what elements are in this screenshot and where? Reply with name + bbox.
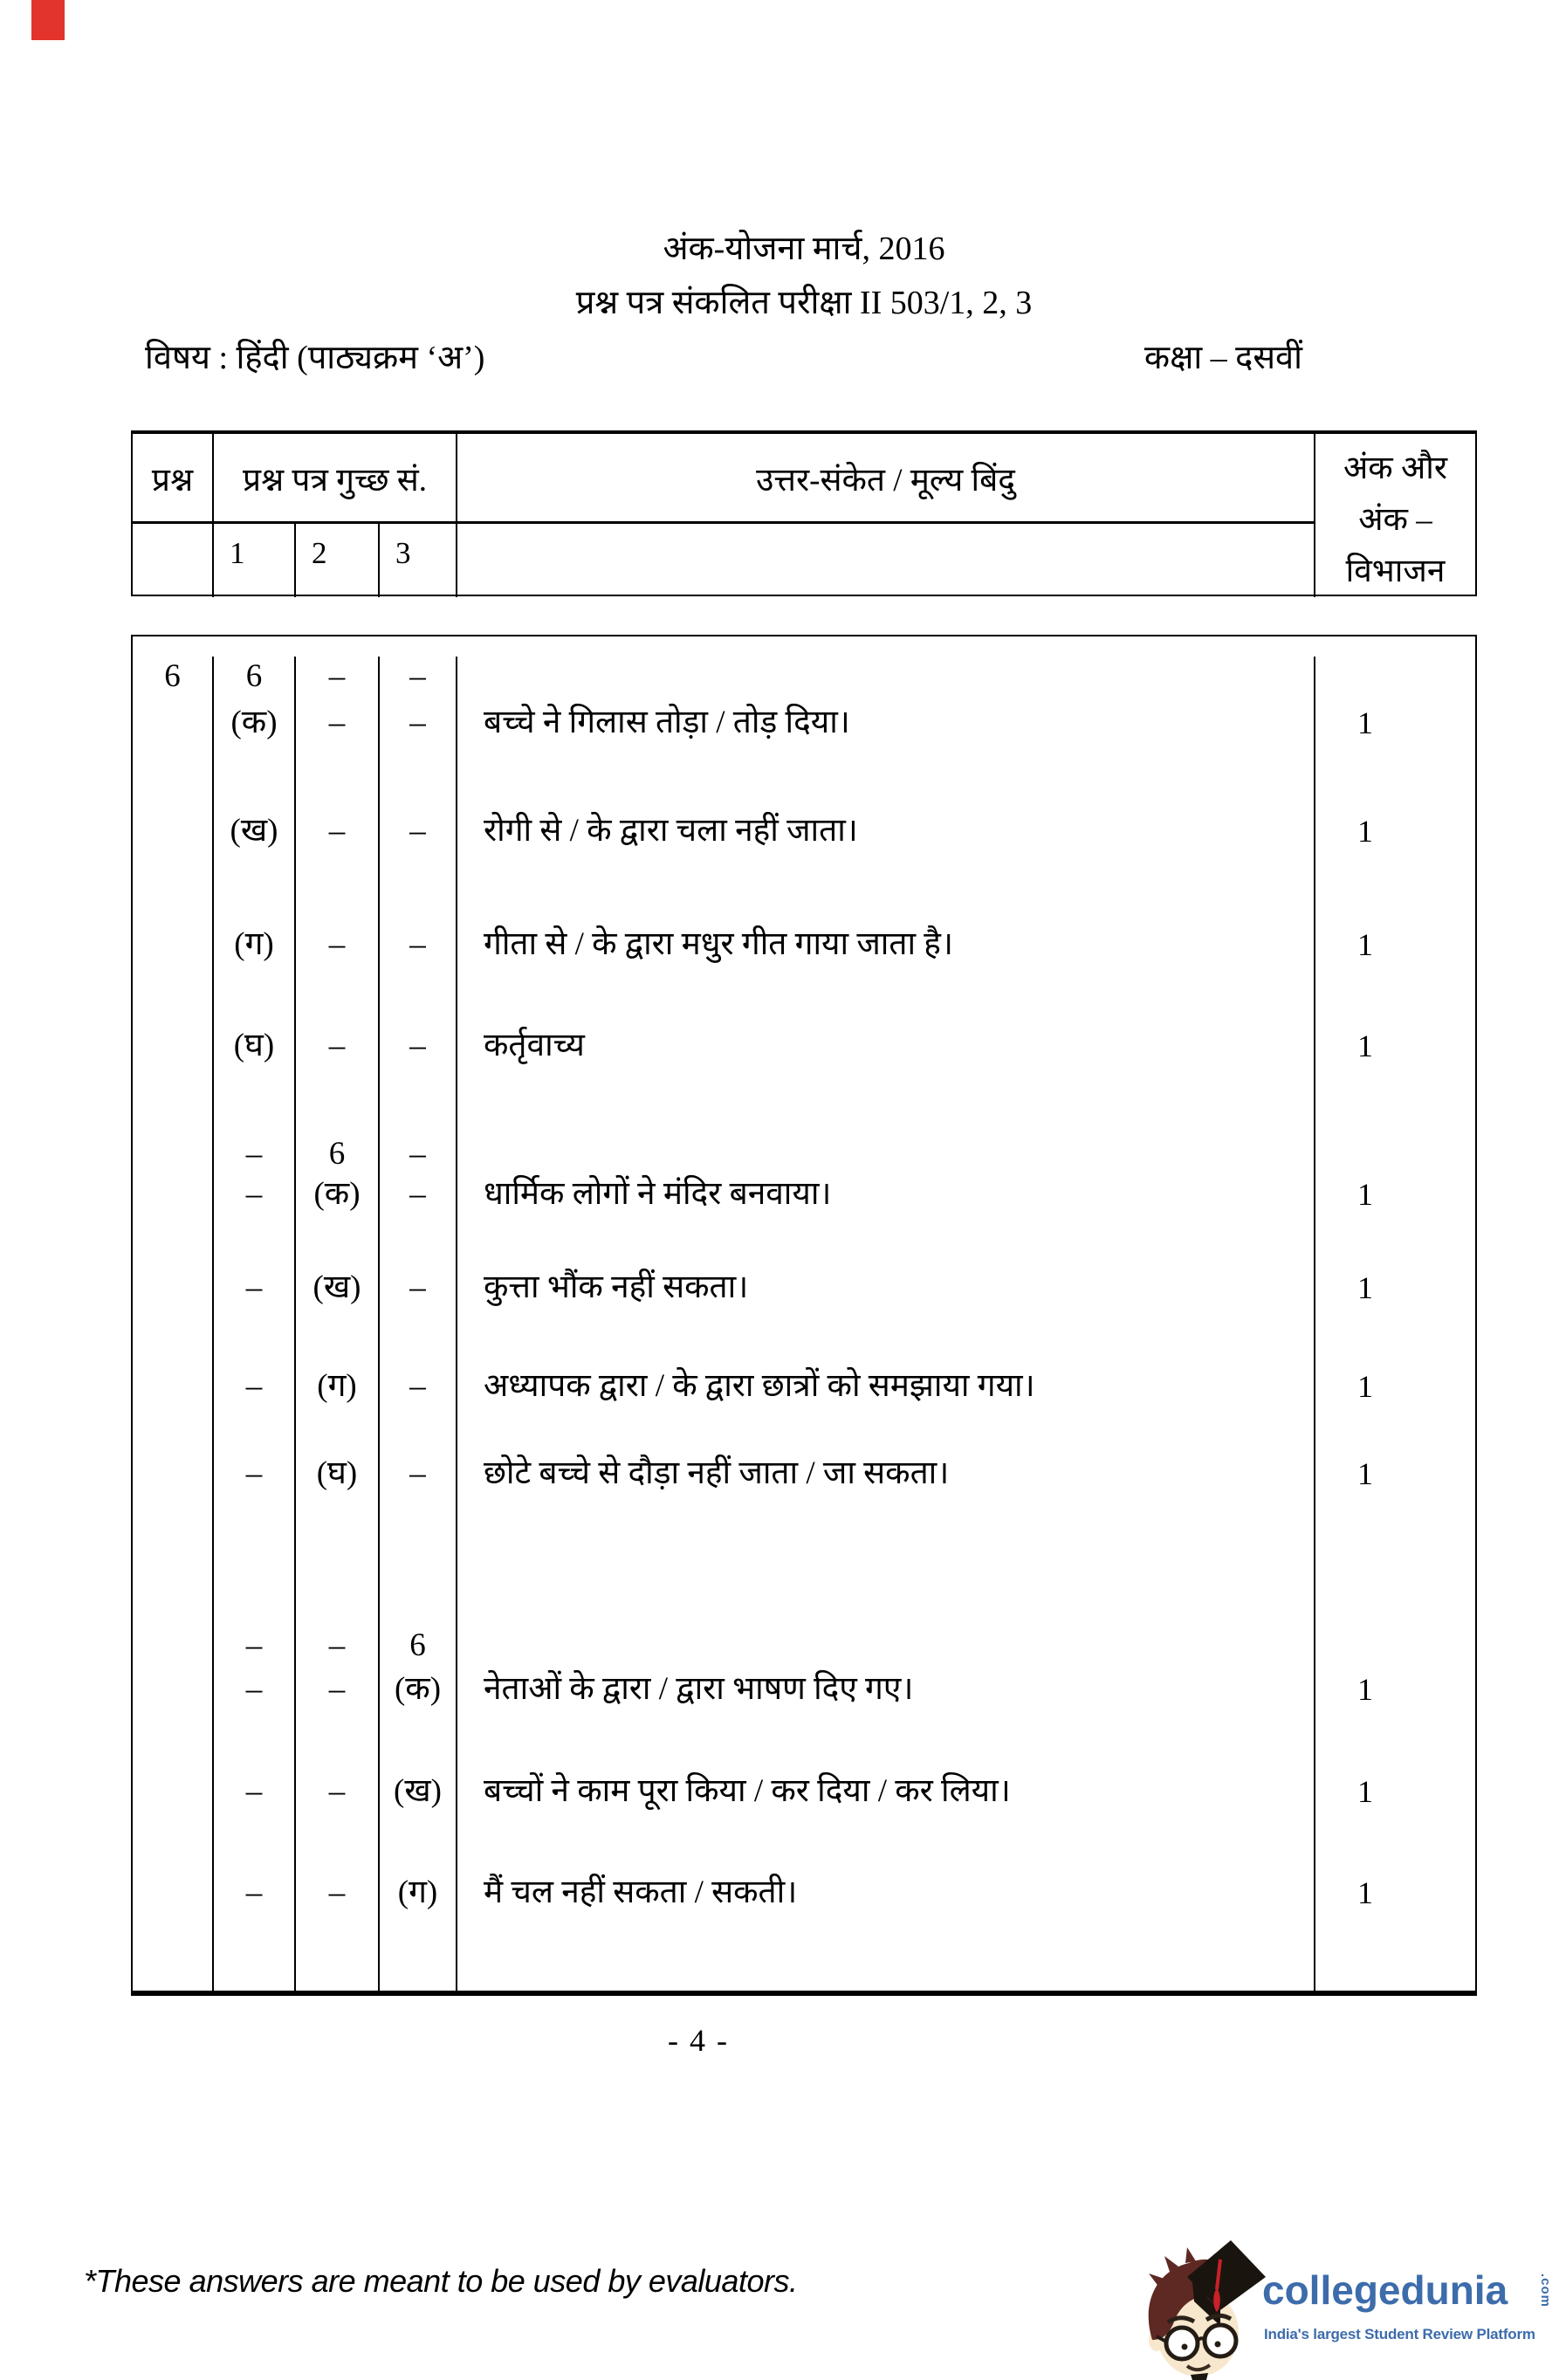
table-row xyxy=(133,657,1475,703)
cell-set2: (घ) xyxy=(294,1454,378,1626)
cell-set2: – xyxy=(294,703,378,811)
red-corner-mark xyxy=(31,0,65,40)
cell-question-no xyxy=(133,1366,212,1454)
cell-question-no: 6 xyxy=(164,658,181,694)
cell-question-no xyxy=(133,1268,212,1366)
cell-question-no xyxy=(133,703,212,811)
header-marks-line1: अंक और xyxy=(1343,451,1447,486)
table-row xyxy=(133,1669,1475,1771)
header-sub-answer-empty xyxy=(456,524,1314,597)
cell-marks: 1 xyxy=(1314,925,1475,1026)
cell-set2: (ग) xyxy=(294,1366,378,1454)
cell-answer: कर्तृवाच्य xyxy=(456,1026,1314,1134)
cell-question-no xyxy=(133,925,212,1026)
table-row xyxy=(133,1873,1475,1991)
cell-answer: रोगी से / के द्वारा चला नहीं जाता। xyxy=(456,811,1314,925)
table-body xyxy=(131,635,1477,1996)
header-sub-empty xyxy=(133,524,212,597)
subject-label: विषय : हिंदी (पाठ्यक्रम ‘अ’) xyxy=(145,340,485,376)
cell-set1: (घ) xyxy=(212,1026,294,1134)
cell-set1: (क) xyxy=(212,703,294,811)
cell-set2: – xyxy=(294,1669,378,1771)
header-set-3: 3 xyxy=(378,524,456,597)
cell-set3: (क) xyxy=(378,1669,456,1771)
cell-question-no xyxy=(133,1454,212,1626)
footnote: *These answers are meant to be used by evaluators. xyxy=(84,2263,798,2299)
cell-answer xyxy=(456,1626,1314,1669)
cell-question-no xyxy=(133,1771,212,1873)
table-row xyxy=(133,1626,1475,1669)
cell-set1: – xyxy=(212,1873,294,1991)
cell-set3: – xyxy=(378,1454,456,1626)
cell-question-no xyxy=(133,1174,212,1268)
cell-marks: 1 xyxy=(1314,1268,1475,1366)
table-row xyxy=(133,1134,1475,1174)
cell-marks: 1 xyxy=(1314,1026,1475,1134)
cell-set2: 6 xyxy=(294,1134,378,1174)
logo-brand-word: collegedunia xyxy=(1262,2267,1508,2313)
cell-question-no xyxy=(133,1873,212,1991)
header-marks-line2: अंक – xyxy=(1358,502,1432,538)
table-row xyxy=(133,1454,1475,1626)
table-row xyxy=(133,1174,1475,1268)
table-row xyxy=(133,1026,1475,1134)
cell-marks: 1 xyxy=(1314,1174,1475,1268)
cell-set3: (ख) xyxy=(378,1771,456,1873)
cell-set1: – xyxy=(212,1669,294,1771)
cell-set1: – xyxy=(212,1771,294,1873)
cell-question-no xyxy=(133,811,212,925)
logo-brand-text xyxy=(1262,2267,1553,2314)
doc-title: अंक-योजना मार्च, 2016 xyxy=(663,230,945,267)
cell-set3: – xyxy=(378,925,456,1026)
cell-set2: – xyxy=(294,1626,378,1669)
cell-marks: 1 xyxy=(1314,811,1475,925)
cell-marks: 1 xyxy=(1314,703,1475,811)
cell-question-no xyxy=(133,1026,212,1134)
cell-answer: अध्यापक द्वारा / के द्वारा छात्रों को समझाया गया। xyxy=(456,1366,1314,1454)
table-row xyxy=(133,1268,1475,1366)
header-set-group-col: प्रश्न पत्र गुच्छ सं. xyxy=(212,434,456,524)
cell-answer: बच्चे ने गिलास तोड़ा / तोड़ दिया। xyxy=(456,703,1314,811)
header-answer-col: उत्तर-संकेत / मूल्य बिंदु xyxy=(456,434,1314,524)
cell-set1: 6 xyxy=(212,657,294,703)
cell-set2: – xyxy=(294,1873,378,1991)
cell-set3: (ग) xyxy=(378,1873,456,1991)
cell-marks xyxy=(1314,1626,1475,1669)
cell-set2: – xyxy=(294,811,378,925)
cell-answer: छोटे बच्चे से दौड़ा नहीं जाता / जा सकता। xyxy=(456,1454,1314,1626)
class-label: कक्षा – दसवीं xyxy=(1143,340,1302,376)
cell-set3: 6 xyxy=(378,1626,456,1669)
table-row xyxy=(133,925,1475,1026)
table-row xyxy=(133,703,1475,811)
cell-set1: – xyxy=(212,1268,294,1366)
table-row xyxy=(133,811,1475,925)
header-marks-line3: विभाजन xyxy=(1345,554,1446,589)
cell-set1: – xyxy=(212,1626,294,1669)
table-row xyxy=(133,1771,1475,1873)
cell-question-no xyxy=(133,1669,212,1771)
cell-answer xyxy=(456,1134,1314,1174)
header-set-2: 2 xyxy=(294,524,378,597)
logo-tagline: India's largest Student Review Platform xyxy=(1264,2326,1535,2342)
logo-domain-text: .com xyxy=(1538,2273,1553,2308)
cell-answer: धार्मिक लोगों ने मंदिर बनवाया। xyxy=(456,1174,1314,1268)
cell-set1: (ग) xyxy=(212,925,294,1026)
cell-set2: – xyxy=(294,925,378,1026)
cell-set3: – xyxy=(378,1268,456,1366)
cell-set3: – xyxy=(378,1174,456,1268)
cell-answer: मैं चल नहीं सकता / सकती। xyxy=(456,1873,1314,1991)
page-number: - 4 - xyxy=(668,2023,729,2058)
cell-question-no xyxy=(133,1134,212,1174)
header-marks-col xyxy=(1314,434,1475,597)
cell-marks: 1 xyxy=(1314,1873,1475,1991)
cell-set3: – xyxy=(378,1366,456,1454)
cell-set2: – xyxy=(294,1026,378,1134)
cell-set2: – xyxy=(294,1771,378,1873)
cell-marks xyxy=(1314,657,1475,703)
cell-set1: (ख) xyxy=(212,811,294,925)
table-row xyxy=(133,1366,1475,1454)
collegedunia-logo xyxy=(1143,2230,1559,2380)
cell-set2: – xyxy=(294,657,378,703)
cell-set3: – xyxy=(378,657,456,703)
cell-question-no xyxy=(133,1626,212,1669)
cell-marks: 1 xyxy=(1314,1669,1475,1771)
cell-set3: – xyxy=(378,1026,456,1134)
cell-answer: नेताओं के द्वारा / द्वारा भाषण दिए गए। xyxy=(456,1669,1314,1771)
cell-set1: – xyxy=(212,1134,294,1174)
cell-answer xyxy=(456,657,1314,703)
cell-set3: – xyxy=(378,1134,456,1174)
cell-marks: 1 xyxy=(1314,1366,1475,1454)
cell-set1: – xyxy=(212,1454,294,1626)
cell-answer: कुत्ता भौंक नहीं सकता। xyxy=(456,1268,1314,1366)
header-set-1: 1 xyxy=(212,524,294,597)
cell-set2: (ख) xyxy=(294,1268,378,1366)
mascot-graduate-icon xyxy=(1143,2235,1266,2380)
cell-set3: – xyxy=(378,811,456,925)
cell-set1: – xyxy=(212,1366,294,1454)
cell-answer: गीता से / के द्वारा मधुर गीत गाया जाता है। xyxy=(456,925,1314,1026)
cell-marks xyxy=(1314,1134,1475,1174)
header-question-col: प्रश्न xyxy=(133,434,212,524)
cell-set3: – xyxy=(378,703,456,811)
cell-marks: 1 xyxy=(1314,1771,1475,1873)
cell-answer: बच्चों ने काम पूरा किया / कर दिया / कर लिया। xyxy=(456,1771,1314,1873)
table-header xyxy=(131,430,1477,596)
cell-set1: – xyxy=(212,1174,294,1268)
cell-set2: (क) xyxy=(294,1174,378,1268)
cell-marks: 1 xyxy=(1314,1454,1475,1626)
doc-subtitle: प्रश्न पत्र संकलित परीक्षा II 503/1, 2, 3 xyxy=(575,285,1033,321)
